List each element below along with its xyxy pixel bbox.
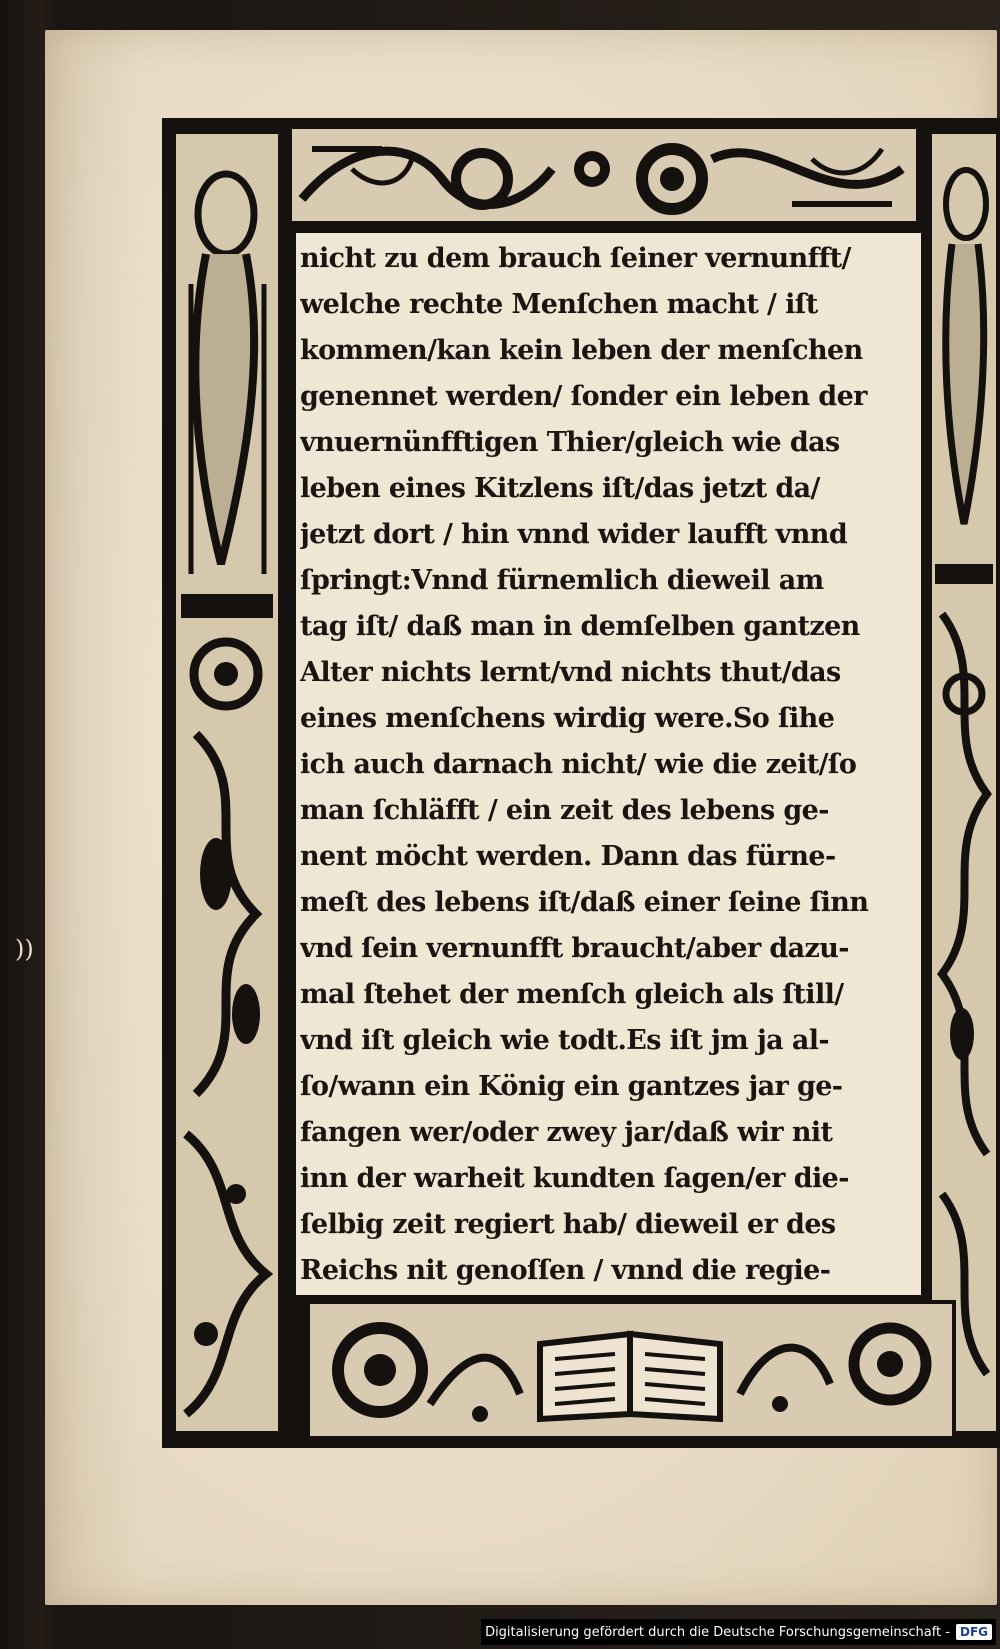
- text-line: ſo/wann ein König ein gantzes jar ge-: [300, 1071, 843, 1102]
- text-line: inn der warheit kundten ſagen/er die-: [300, 1163, 849, 1194]
- text-line: mal ſtehet der menſch gleich als ſtill/: [300, 979, 844, 1010]
- page-fold-shadow: [45, 30, 140, 1605]
- text-line: tag iſt/ daß man in demſelben gantzen: [300, 611, 860, 642]
- digitization-credit: [481, 1619, 996, 1645]
- credit-text: Digitalisierung gefördert durch die Deutsche Forschungsgemeinschaft -: [485, 1624, 950, 1640]
- text-line: kommen/kan kein leben der menſchen: [300, 335, 863, 366]
- text-line: jetzt dort / hin vnnd wider laufft vnnd: [300, 519, 848, 550]
- text-line: vnuernünfftigen Thier/gleich wie das: [300, 427, 840, 458]
- text-line: nent möcht werden. Dann das fürne-: [300, 841, 836, 872]
- text-line: vnd iſt gleich wie todt.Es iſt jm ja al-: [300, 1025, 829, 1056]
- text-line: meſt des lebens iſt/daß einer ſeine ſinn: [300, 887, 869, 918]
- text-line: nicht zu dem brauch ſeiner vernunfft/: [300, 243, 851, 274]
- text-line: welche rechte Menſchen macht / iſt: [300, 289, 818, 320]
- figure-column-ornament-icon: [932, 134, 996, 1431]
- dfg-logo: DFG: [956, 1624, 992, 1640]
- scroll-ornament-icon: [292, 129, 916, 221]
- ornamental-border-top: [288, 125, 920, 225]
- text-line: genennet werden/ ſonder ein leben der: [300, 381, 867, 412]
- ornamental-border-left: [172, 130, 282, 1435]
- open-book-ornament-icon: [310, 1304, 952, 1436]
- text-line: Reichs nit genoſſen / vnnd die regie-: [300, 1255, 831, 1286]
- text-line: Alter nichts lernt/vnd nichts thut/das: [300, 657, 841, 688]
- text-line: ſpringt:Vnnd fürnemlich dieweil am: [300, 565, 824, 596]
- margin-mark: )): [15, 935, 34, 963]
- text-line: ſelbig zeit regiert hab/ dieweil er des: [300, 1209, 836, 1240]
- body-text: [300, 236, 920, 1292]
- text-line: leben eines Kitzlens iſt/das jetzt da/: [300, 473, 820, 504]
- text-line: fangen wer/oder zwey jar/daß wir nit: [300, 1117, 833, 1148]
- ornamental-border-bottom: [306, 1300, 956, 1440]
- text-line: man ſchläfft / ein zeit des lebens ge-: [300, 795, 829, 826]
- figure-column-ornament-icon: [176, 134, 278, 1431]
- text-line: ich auch darnach nicht/ wie die zeit/ſo: [300, 749, 857, 780]
- ornamental-border-right: [928, 130, 1000, 1435]
- text-line: eines menſchens wirdig were.So ſihe: [300, 703, 835, 734]
- text-line: vnd ſein vernunfft braucht/aber dazu-: [300, 933, 849, 964]
